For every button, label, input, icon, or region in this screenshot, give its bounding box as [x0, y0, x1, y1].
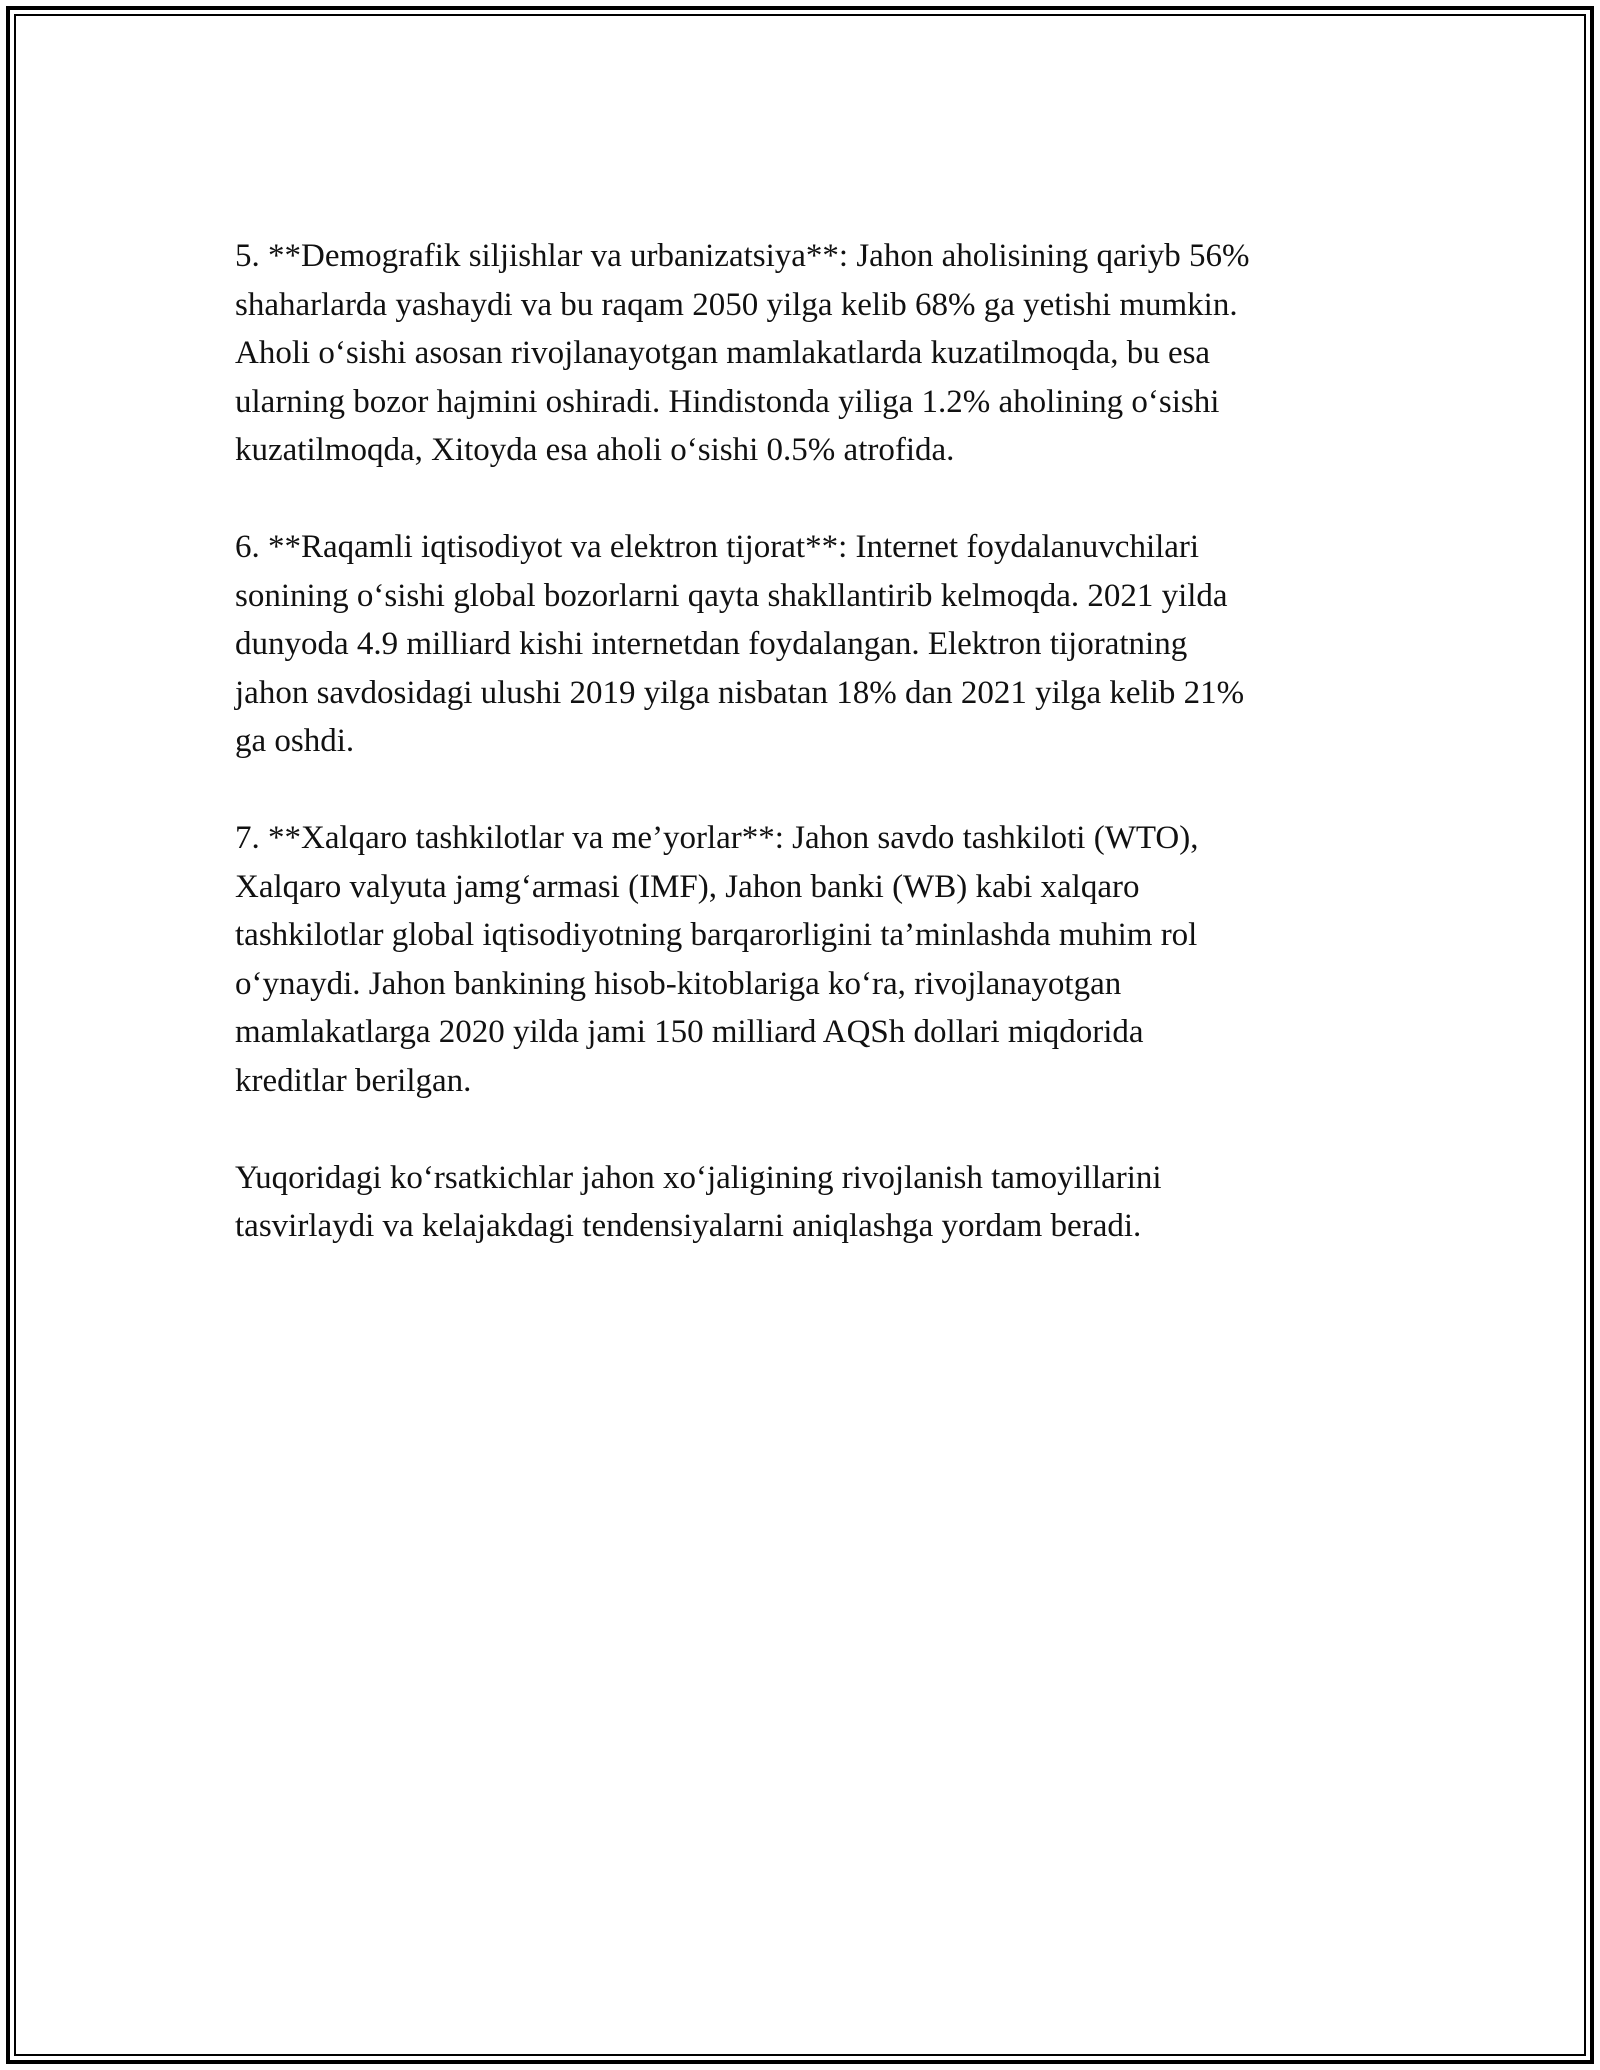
paragraph-demographic-shifts: 5. **Demografik siljishlar va urbanizatsiya**: Jahon aholisining qariyb 56% shaharlarda yashaydi va bu raqam 2050 yilga kelib 68% ga yetishi mumkin. Aholi o‘sishi asosan rivojlanayotgan mamlakatlarda kuzatilmoqda, bu esa ularning bozor hajmini oshiradi. Hindistonda yiliga 1.2% aholining o‘sishi kuzatilmoqda, Xitoyda esa aholi o‘sishi 0.5% atrofida.	[235, 238, 1250, 468]
paragraph-digital-economy: 6. **Raqamli iqtisodiyot va elektron tijorat**: Internet foydalanuvchilari sonining o‘sishi global bozorlarni qayta shakllantirib kelmoqda. 2021 yilda dunyoda 4.9 milliard kishi internetdan foydalangan. Elektron tijoratning jahon savdosidagi ulushi 2019 yilga nisbatan 18% dan 2021 yilga kelib 21% ga oshdi.	[235, 529, 1245, 759]
document-body	[235, 232, 1375, 1299]
paragraph-conclusion: Yuqoridagi ko‘rsatkichlar jahon xo‘jaligining rivojlanish tamoyillarini tasvirlaydi va kelajakdagi tendensiyalarni aniqlashga yordam beradi.	[235, 1159, 1162, 1244]
paragraph-international-organizations: 7. **Xalqaro tashkilotlar va me’yorlar**: Jahon savdo tashkiloti (WTO), Xalqaro valyuta jamg‘armasi (IMF), Jahon banki (WB) kabi xalqaro tashkilotlar global iqtisodiyotning barqarorligini ta’minlashda muhim rol o‘ynaydi. Jahon bankining hisob-kitoblariga ko‘ra, rivojlanayotgan mamlakatlarga 2020 yilda jami 150 milliard AQSh dollari miqdorida kreditlar berilgan.	[235, 820, 1199, 1099]
